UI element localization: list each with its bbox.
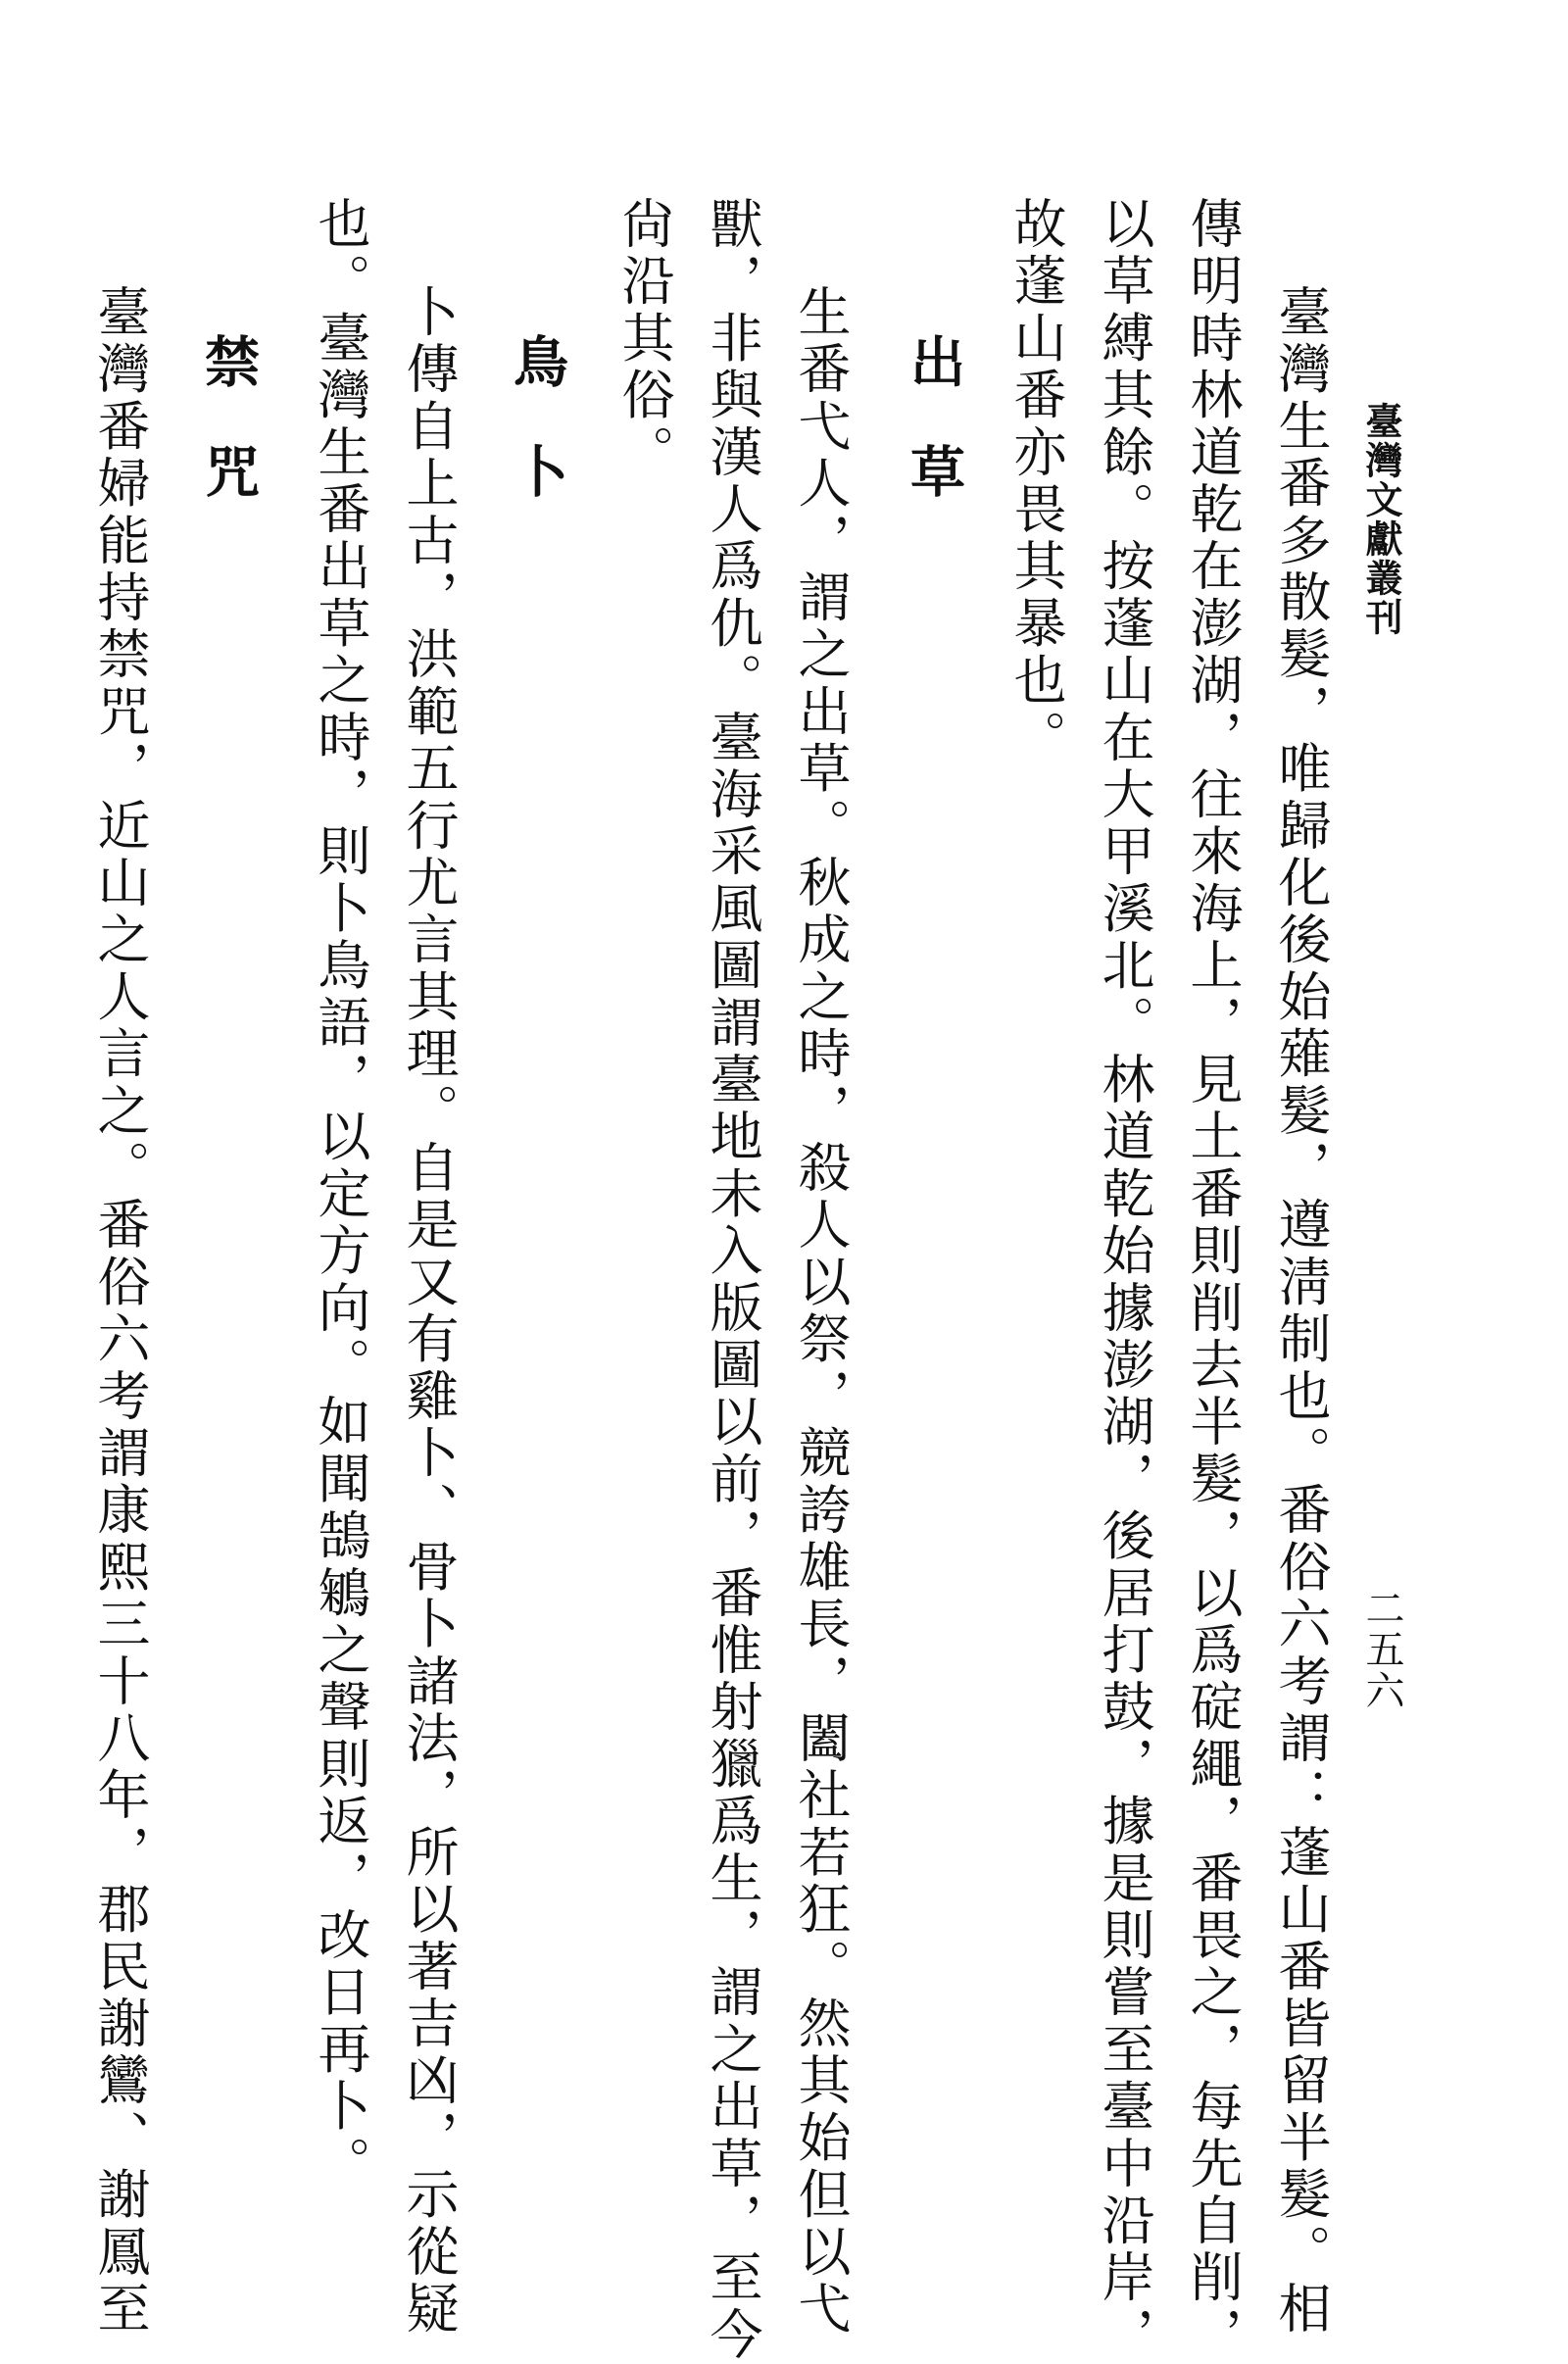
section-heading: 鳥 卜 bbox=[505, 333, 569, 498]
text-line: 臺灣番婦能持禁咒，近山之人言之。番俗六考謂康熙三十八年，郡民謝鸞、謝鳳至 bbox=[89, 284, 151, 2339]
text-line: 傳明時林道乾在澎湖，往來海上，見土番則削去半髮，以爲碇繩，番畏之，每先自削， bbox=[1182, 196, 1244, 2364]
text-line: 生番弋人，謂之出草。秋成之時，殺人以祭，競誇雄長，闔社若狂。然其始但以弋 bbox=[790, 284, 852, 2339]
section-heading: 禁 咒 bbox=[196, 333, 261, 498]
text-line: 以草縛其餘。按蓬山在大甲溪北。林道乾始據澎湖，後居打鼓，據是則嘗至臺中沿岸， bbox=[1094, 196, 1155, 2364]
text-line: 獸，非與漢人爲仇。臺海采風圖謂臺地未入版圖以前，番惟射獵爲生，謂之出草，至今 bbox=[702, 196, 763, 2364]
section-heading: 出 草 bbox=[902, 333, 966, 498]
text-line: 尙沿其俗。 bbox=[613, 196, 675, 481]
text-line: 也。臺灣生番出草之時，則卜鳥語，以定方向。如聞鵠鵴之聲則返，改日再卜。 bbox=[310, 196, 371, 2192]
text-line: 卜傳自上古，洪範五行尤言其理。自是又有雞卜、骨卜諸法，所以著吉凶，示從疑 bbox=[398, 284, 460, 2339]
text-line: 故蓬山番亦畏其暴也。 bbox=[1005, 196, 1067, 766]
text-line: 臺灣生番多散髮，唯歸化後始薙髮，遵淸制也。番俗六考謂：蓬山番皆留半髮。相 bbox=[1270, 284, 1332, 2339]
page-number: 二五六 bbox=[1359, 1588, 1404, 1711]
running-header-title: 臺灣文獻叢刊 bbox=[1359, 402, 1403, 637]
